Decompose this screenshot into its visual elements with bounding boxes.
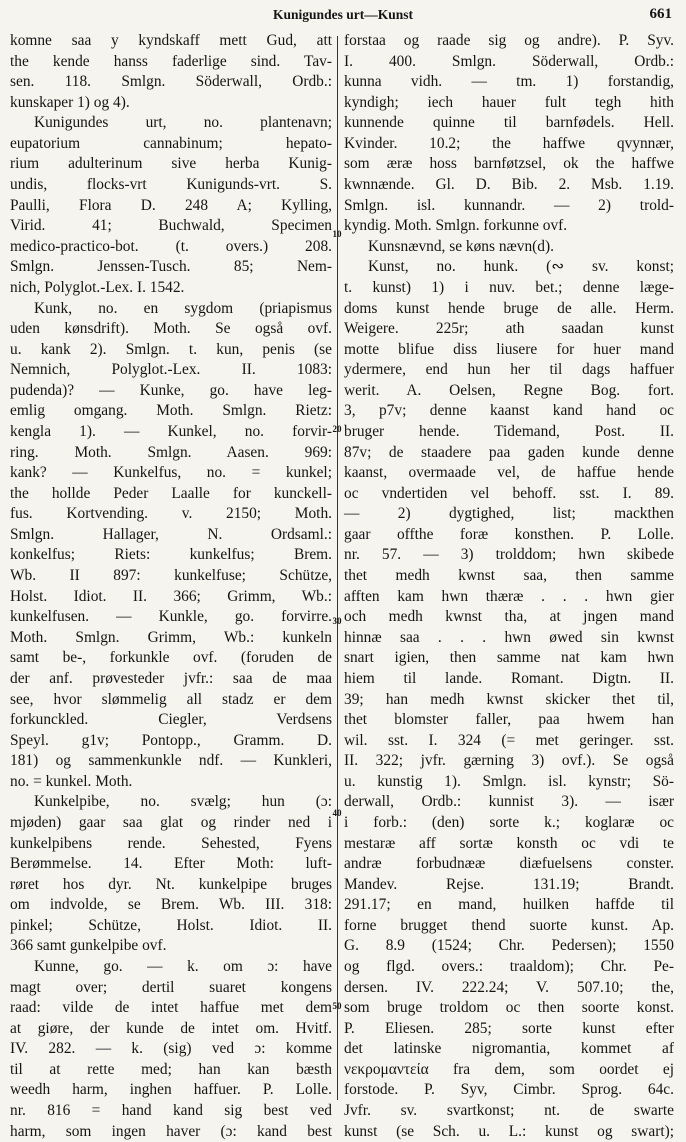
text-line: kunskaper 1) og 4). (10, 93, 130, 111)
text-line: til at rette med; han kan bæsth (10, 1060, 332, 1078)
text-line: Kunst, no. hunk. (∾ sv. konst; (368, 258, 674, 276)
text-line: kunkelfusen. — Kunkle, go. forvirre. (10, 608, 332, 626)
text-line: røret hos dyr. Nt. kunkelpipe bruges (10, 875, 332, 893)
text-line: kunnende quinne til barnfødels. Hell. (344, 114, 674, 132)
text-line: Kvinder. 10.2; the haffwe qvynnær, (344, 134, 674, 152)
text-line: magt over; dertil suaret kongens (10, 978, 332, 996)
text-line: — 2) dygtighed, list; mackthen (344, 505, 674, 523)
text-line: 87v; de staadere paa gaden kunde denne (344, 443, 674, 461)
text-line: kank? — Kunkelfus, no. = kunkel; (10, 464, 332, 482)
page-number: 661 (649, 6, 672, 22)
text-line: pudenda)? — Kunke, go. have leg- (10, 381, 332, 399)
text-line: kunna vidh. — tm. 1) forstandig, (344, 73, 674, 91)
text-line: nr. 816 = hand kand sig best ved (10, 1102, 332, 1120)
text-line: kunst (se Sch. u. L.: kunst og swart); (344, 1122, 674, 1140)
text-line: komne saa y kyndskaff mett Gud, att (10, 32, 332, 49)
running-title: Kunigundes urt—Kunst (273, 7, 413, 22)
text-line: det latinske nigromantia, kommet af (344, 1040, 674, 1058)
text-line: nr. 57. — 3) trolddom; hwn skibede (344, 546, 674, 564)
text-line: νεκρομαντεία fra dem, som oordet ej (344, 1060, 674, 1078)
text-line: 181) og sammenkunkle ndf. — Kunkleri, (10, 752, 332, 770)
text-line: forstaa og raade sig og andre). P. Syv. (344, 32, 674, 49)
text-line: undis, flocks-vrt Kunigunds-vrt. S. (10, 176, 332, 194)
text-line: see, hvor slømmelig all stadz er dem (10, 690, 332, 708)
text-line: dersen. IV. 222.24; V. 507.10; the, (344, 978, 674, 996)
text-line: derwall, Ordb.: kunnist 3). — især (344, 793, 674, 811)
text-line: uden kønsdrift). Moth. Se også ovf. (10, 320, 332, 338)
text-line: Kunne, go. — k. om ɔ: have (34, 958, 332, 976)
text-line: hinnæ saa . . . hwn øwed sin kwnst (344, 628, 674, 646)
text-line: Kunigundes urt, no. plantenavn; (34, 114, 332, 132)
text-line: Berømmelse. 14. Efter Moth: luft- (10, 855, 332, 873)
text-line: Holst. Idiot. II. 366; Grimm, Wb.: (10, 587, 332, 605)
running-header (0, 0, 686, 30)
line-number-40: 40 (332, 808, 342, 818)
text-line: pinkel; Schütze, Holst. Idiot. II. (10, 916, 332, 934)
text-line: konkelfus; Riets: kunkelfus; Brem. (10, 546, 332, 564)
text-line: Virid. 41; Buchwald, Specimen (10, 217, 332, 235)
text-line: gaar offthe foræ konsthen. P. Lolle. (344, 525, 674, 543)
text-line: kyndigh; iech hauer fult tegh hith (344, 93, 674, 111)
text-line: thet blomster faller, paa hwem han (344, 711, 674, 729)
text-line: raad: vilde de intet haffue met dem (10, 999, 332, 1017)
text-line: u. kunstig 1). Smlgn. isl. kynstr; Sö- (344, 772, 674, 790)
text-line: som bruge troldom oc then soorte konst. (344, 999, 674, 1017)
text-line: Wb. II 897: kunkelfuse; Schütze, (10, 567, 332, 585)
text-line: mjøden) gaar saa glat og rinder ned i (10, 813, 332, 831)
text-line: no. = kunkel. Moth. (10, 772, 133, 790)
text-line: t. kunst) 1) i nuv. bet.; denne læge- (344, 278, 674, 296)
text-line: Smlgn. isl. kunnandr. — 2) trold- (344, 196, 674, 214)
right-column (344, 31, 674, 1142)
text-line: rium adulterinum sive herba Kunig- (10, 155, 332, 173)
text-line: 3, p7v; denne kaanst kand hand oc (344, 402, 674, 420)
text-line: Nemnich, Polyglot.-Lex. II. 1083: (10, 361, 332, 379)
text-line: u. kank 2). Smlgn. t. kun, penis (se (10, 340, 332, 358)
text-line: werit. A. Oelsen, Regne Bog. fort. (344, 381, 674, 399)
text-line: thet medh kwnst saa, then samme (344, 567, 674, 585)
text-line: 366 samt gunkelpibe ovf. (10, 937, 167, 955)
text-line: I. 400. Smlgn. Söderwall, Ordb.: (344, 52, 674, 70)
text-line: IV. 282. — k. (sig) ved ɔ: komme (10, 1040, 332, 1058)
text-line: Kunkelpibe, no. svælg; hun (ɔ: (34, 793, 332, 811)
text-line: G. 8.9 (1524; Chr. Pedersen); 1550 (344, 937, 674, 955)
text-line: bruger hende. Tidemand, Post. II. (344, 422, 674, 440)
text-line: kengla 1). — Kunkel, no. forvir- (10, 422, 332, 440)
text-line: Mandev. Rejse. 131.19; Brandt. (344, 875, 674, 893)
text-line: the kende hanss faderlige sind. Tav- (10, 52, 332, 70)
text-line: forkunckled. Ciegler, Verdsens (10, 711, 332, 729)
text-line: P. Eliesen. 285; sorte kunst efter (344, 1019, 674, 1037)
text-line: Speyl. g1v; Pontopp., Gramm. D. (10, 731, 332, 749)
text-line: oc vndertiden vel behoff. sst. I. 89. (344, 484, 674, 502)
text-line: afften kam hwn thæræ . . . hwn gier (344, 587, 674, 605)
line-number-20: 20 (332, 424, 342, 434)
text-line: weedh harm, inghen haffuer. P. Lolle. (10, 1081, 332, 1099)
text-line: Jvfr. sv. svartkonst; nt. de swarte (344, 1102, 674, 1120)
text-line: II. 322; jvfr. gærning 3) ovf.). Se også (344, 752, 674, 770)
text-line: wil. sst. I. 324 (= met geringer. sst. (344, 731, 674, 749)
text-line: samt be-, forkunkle ovf. (foruden de (10, 649, 332, 667)
left-column (10, 31, 332, 1142)
text-line: i forb.: (den) sorte k.; koglaræ oc (344, 813, 674, 831)
text-line: Moth. Smlgn. Grimm, Wb.: kunkeln (10, 628, 332, 646)
text-line: andræ forbudnææ diæfuelsens conster. (344, 855, 674, 873)
text-line: om indvolde, se Brem. Wb. III. 318: (10, 896, 332, 914)
text-line: mestaræ aff sortæ konsth oc vdi te (344, 834, 674, 852)
text-line: 291.17; en mand, huilken haffde til (344, 896, 674, 914)
text-line: hiem til lande. Romant. Digtn. II. (344, 669, 674, 687)
text-line: medico-practico-bot. (t. overs.) 208. (10, 237, 332, 255)
text-line: forstode. P. Syv, Cimbr. Sprog. 64c. (344, 1081, 674, 1099)
text-line: Paulli, Flora D. 248 A; Kylling, (10, 196, 332, 214)
text-line: nich, Polyglot.-Lex. I. 1542. (10, 278, 185, 296)
column-divider (337, 36, 338, 1100)
text-line: fus. Kortvending. v. 2150; Moth. (10, 505, 332, 523)
text-line: Kunsnævnd, se køns nævn(d). (368, 237, 554, 255)
text-line: sen. 118. Smlgn. Söderwall, Ordb.: (10, 73, 332, 91)
text-line: motte blifue diss liusere for huer mand (344, 340, 674, 358)
text-line: Smlgn. Jenssen-Tusch. 85; Nem- (10, 258, 332, 276)
text-line: harm, som ingen haver (ɔ: kand best (10, 1122, 332, 1140)
text-line: ring. Moth. Smlgn. Aasen. 969: (10, 443, 332, 461)
text-line: och medh kwnst tha, at jngen mand (344, 608, 674, 626)
text-line: der anf. prøvesteder jvfr.: saa de maa (10, 669, 332, 687)
line-number-10: 10 (332, 229, 342, 239)
text-line: forne brugget thend suorte kunst. Ap. (344, 916, 674, 934)
text-line: ydermere, end hun her til dags haffuer (344, 361, 674, 379)
text-line: 39; han medh kwnst skicker thet til, (344, 690, 674, 708)
text-line: og flgd. overs.: traaldom); Chr. Pe- (344, 958, 674, 976)
text-line: Smlgn. Hallager, N. Ordsaml.: (10, 525, 332, 543)
line-number-30: 30 (332, 616, 342, 626)
text-line: at giøre, der kunde de intet om. Hvitf. (10, 1019, 332, 1037)
text-line: kaanst, overmaade vel, de haffue hende (344, 464, 674, 482)
line-number-50: 50 (332, 1001, 342, 1011)
text-line: Kunk, no. en sygdom (priapismus (34, 299, 332, 317)
text-line: the hollde Peder Laalle for kunckell- (10, 484, 332, 502)
text-line: som æræ hoss barnføtzsel, ok the haffwe (344, 155, 674, 173)
text-line: kunkelpibens rende. Sehested, Fyens (10, 834, 332, 852)
text-line: doms kunst hende bruge de alle. Herm. (344, 299, 674, 317)
text-line: eupatorium cannabinum; hepato- (10, 134, 332, 152)
text-line: Weigere. 225r; ath saadan kunst (344, 320, 674, 338)
text-line: emlig omgang. Moth. Smlgn. Rietz: (10, 402, 332, 420)
text-line: kyndig. Moth. Smlgn. forkunne ovf. (344, 217, 568, 235)
text-line: snart igien, then samme nat kam hwn (344, 649, 674, 667)
text-line: kwnnænde. Gl. D. Bib. 2. Msb. 1.19. (344, 176, 674, 194)
